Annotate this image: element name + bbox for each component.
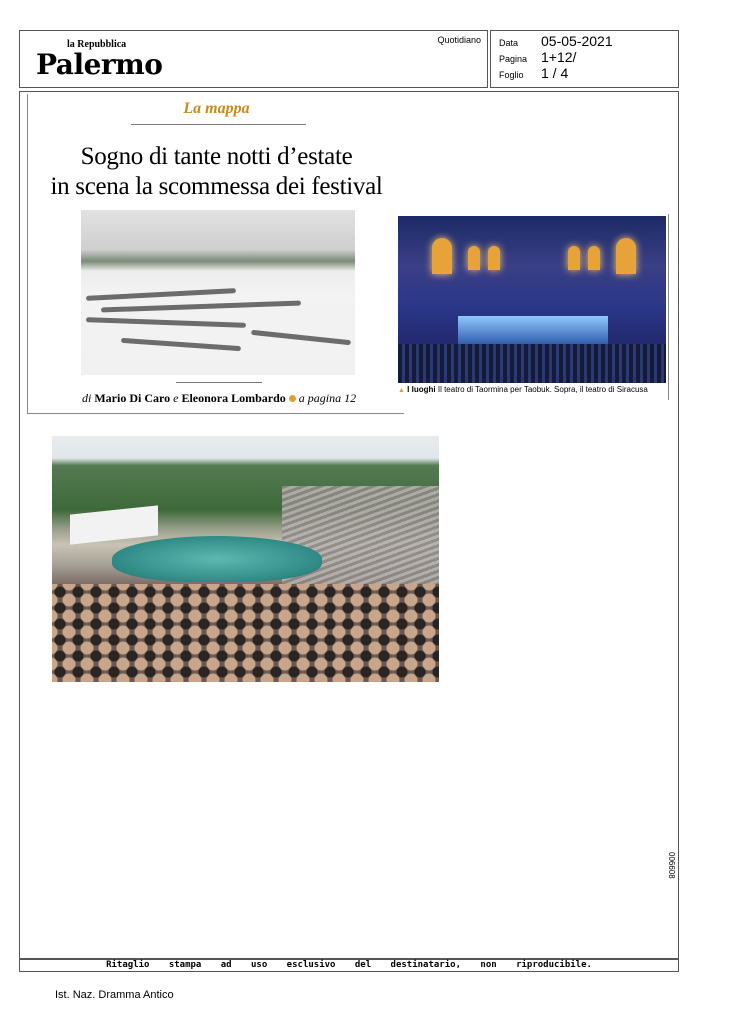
author-1: Mario Di Caro — [94, 391, 171, 405]
newspaper-logo: Palermo — [36, 48, 163, 81]
page-value: 1+12/ — [541, 49, 577, 65]
publication-type: Quotidiano — [437, 35, 481, 45]
beach-performance-photo — [81, 210, 355, 375]
audience — [52, 584, 439, 682]
article-kicker: La mappa — [183, 100, 250, 117]
date-row — [499, 33, 613, 49]
audience — [398, 344, 666, 383]
photo-caption — [398, 385, 648, 394]
lit-arch — [468, 246, 480, 270]
metadata-box — [490, 30, 679, 88]
article-byline — [82, 391, 356, 406]
crowd-row — [101, 301, 301, 313]
sheet-value: 1 / 4 — [541, 65, 569, 81]
crowd-row — [251, 330, 351, 345]
caption-text: Il teatro di Taormina per Taobuk. Sopra, il teatro di Siracusa — [437, 385, 648, 394]
document-code: 006608 — [667, 852, 676, 879]
byline-di: di — [82, 391, 92, 405]
triangle-icon: ▲ — [398, 387, 405, 394]
crowd-row — [86, 288, 236, 301]
page-row — [499, 49, 576, 65]
lit-arch — [588, 246, 600, 270]
page-label: Pagina — [499, 54, 528, 64]
date-value: 05-05-2021 — [541, 33, 613, 49]
author-2: Eleonora Lombardo — [181, 391, 286, 405]
kicker-divider — [131, 124, 306, 125]
page-reference: a pagina 12 — [298, 391, 357, 405]
column-divider — [668, 214, 669, 400]
sheet-row — [499, 65, 568, 81]
sheet-label: Foglio — [499, 70, 524, 80]
lit-arch — [568, 246, 580, 270]
headline-line-1: Sogno di tante notti d’estate — [80, 143, 353, 170]
byline-e: e — [173, 391, 179, 405]
newspaper-logo-small: la Repubblica — [67, 39, 127, 50]
date-label: Data — [499, 38, 519, 48]
stage-screen — [70, 505, 158, 544]
lit-arch — [616, 238, 636, 274]
headline-line-2: in scena la scommessa dei festival — [50, 173, 383, 200]
bullet-icon — [289, 395, 296, 402]
masthead-box — [19, 30, 488, 88]
byline-divider — [176, 382, 262, 383]
crowd-row — [121, 338, 241, 351]
lit-arch — [488, 246, 500, 270]
article-headline — [28, 142, 405, 202]
stage-pool — [112, 536, 322, 582]
source-label: Ist. Naz. Dramma Antico — [55, 989, 174, 1001]
lit-arch — [432, 238, 452, 274]
taormina-theatre-photo — [398, 216, 666, 383]
stage — [458, 316, 608, 346]
siracusa-theatre-photo — [52, 436, 439, 682]
crowd-row — [86, 317, 246, 328]
caption-title: I luoghi — [407, 385, 436, 394]
footer-disclaimer: Ritaglio stampa ad uso esclusivo del destinatario, non riproducibile. — [19, 958, 679, 972]
